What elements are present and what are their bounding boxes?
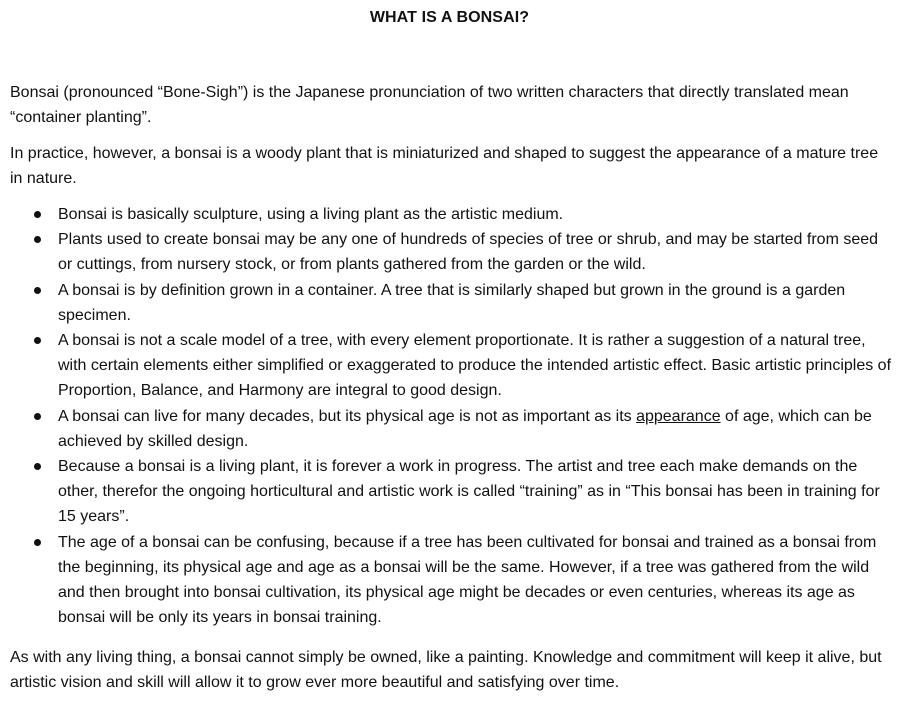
- list-item-text: [58, 408, 872, 450]
- list-item: [0, 328, 893, 404]
- list-item-text-after: of age, which can be achieved by skilled design.: [58, 407, 872, 450]
- list-item-text-before: A bonsai can live for many decades, but its physical age is not as important as its: [58, 407, 637, 425]
- bullet-icon: [34, 539, 41, 546]
- list-item-text: Plants used to create bonsai may be any one of hundreds of species of tree or shrub, and may be started from seed or cuttings, from nursery stock, or from plants gathered from the garden or the wild.: [58, 231, 879, 274]
- bullet-icon: [34, 463, 41, 470]
- bullet-icon: [34, 413, 41, 420]
- list-item: [0, 404, 893, 454]
- bullet-icon: [34, 236, 41, 243]
- list-item: [0, 278, 893, 328]
- list-item: [0, 530, 893, 631]
- list-item-text: Because a bonsai is a living plant, it is forever a work in progress. The artist and tree each make demands on the other, therefor the ongoing horticultural and artistic work is called “training” as in “This bonsai has been in training for 15 years”.: [58, 458, 880, 526]
- list-item: [0, 454, 893, 530]
- intro-paragraph-2: In practice, however, a bonsai is a woody plant that is miniaturized and shaped to suggest the appearance of a mature tree in nature.: [10, 145, 879, 188]
- intro-paragraph-1: Bonsai (pronounced “Bone-Sigh”) is the Japanese pronunciation of two written characters that directly translated mean “container planting”.: [10, 84, 849, 127]
- list-item-text: A bonsai is not a scale model of a tree, with every element proportionate. It is rather a suggestion of a natural tree, with certain elements either simplified or exaggerated to produce the intended artistic effect. Basic artistic principles of Proportion, Balance, and Harmony are integral to good design.: [58, 332, 892, 400]
- list-item-text: Bonsai is basically sculpture, using a living plant as the artistic medium.: [58, 206, 564, 223]
- page-title: WHAT IS A BONSAI?: [369, 9, 530, 26]
- bullet-icon: [34, 337, 41, 344]
- bullet-icon: [34, 287, 41, 294]
- bullet-list: [0, 202, 893, 630]
- bullet-icon: [34, 211, 41, 218]
- list-item-text: A bonsai is by definition grown in a container. A tree that is similarly shaped but grown in the ground is a garden specimen.: [58, 281, 846, 324]
- list-item: [0, 227, 893, 277]
- underlined-word: appearance: [636, 407, 721, 425]
- closing-paragraph: As with any living thing, a bonsai cannot simply be owned, like a painting. Knowledge and commitment will keep it alive, but artistic vision and skill will allow it to grow ever more beautiful and satisfying over time.: [10, 649, 882, 692]
- list-item-text: The age of a bonsai can be confusing, because if a tree has been cultivated for bonsai and trained as a bonsai from the beginning, its physical age and age as a bonsai will be the same. However, if a tree was gathered from the wild and then brought into bonsai cultivation, its physical age might be decades or even centuries, whereas its age as bonsai will be only its years in bonsai training.: [58, 533, 877, 627]
- list-item: [0, 202, 893, 227]
